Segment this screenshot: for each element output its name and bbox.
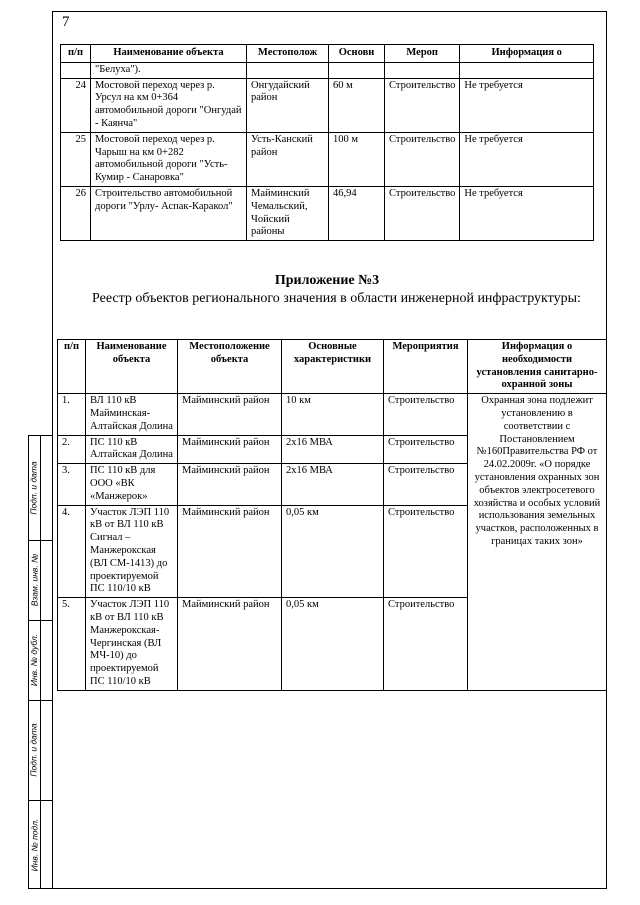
- object-main: 0,05 км: [282, 505, 384, 598]
- column-header: Наименование объекта: [91, 45, 247, 63]
- object-name: Участок ЛЭП 110 кВ от ВЛ 110 кВ Сигнал – Манжерокская (ВЛ СМ-1413) до проектируемой ПС 110/10 кВ: [86, 505, 178, 598]
- table-row: [61, 78, 594, 132]
- infrastructure-table: [57, 339, 607, 691]
- table-header-row: [61, 45, 594, 63]
- appendix-intro: Реестр объектов регионального значения в области инженерной инфраструктуры:: [92, 291, 581, 306]
- object-location: Майминский район: [178, 598, 282, 691]
- protection-zone-info: Охранная зона подлежит установлению в соответствии с Постановлением №160Правительства РФ от 24.02.2009г. «О порядке установления охранных зон объектов электросетевого хозяйства и особых условий использования земельных участков, расположенных в границах таких зон»: [468, 394, 607, 691]
- object-measure: Строительство: [384, 394, 468, 435]
- object-measure: Строительство: [385, 78, 460, 132]
- sidebar-label: Инв. № подл.: [29, 818, 39, 871]
- row-number: 24: [61, 78, 91, 132]
- object-measure: Строительство: [384, 505, 468, 598]
- column-header: Информация о необходимости установления санитарно-охранной зоны: [468, 340, 607, 394]
- table-row: [61, 132, 594, 186]
- row-number: 1.: [58, 394, 86, 435]
- column-header: Основные характеристики: [282, 340, 384, 394]
- object-name: Строительство автомобильной дороги "Урлу- Аспак-Каракол": [91, 186, 247, 240]
- object-name: Мостовой переход через р. Чарыш на км 0+282 автомобильной дороги "Усть-Кумир - Санаровка": [91, 132, 247, 186]
- column-header: Информация о: [460, 45, 594, 63]
- object-measure: Строительство: [384, 598, 468, 691]
- table-row: [61, 186, 594, 240]
- column-header: Местоположение объекта: [178, 340, 282, 394]
- object-main: 2х16 МВА: [282, 435, 384, 464]
- object-main: 2х16 МВА: [282, 464, 384, 505]
- column-header: п/п: [61, 45, 91, 63]
- row-number: 4.: [58, 505, 86, 598]
- object-measure: Строительство: [385, 132, 460, 186]
- object-measure: Строительство: [384, 464, 468, 505]
- row-number: 3.: [58, 464, 86, 505]
- column-header: Основн: [329, 45, 385, 63]
- object-name: ВЛ 110 кВ Майминская-Алтайская Долина: [86, 394, 178, 435]
- sidebar-label: Инв. № дубл.: [29, 633, 39, 687]
- sidebar-label: Подп. и дата: [29, 723, 39, 777]
- object-location: Онгудайский район: [247, 78, 329, 132]
- appendix-title: Приложение №3: [274, 273, 380, 288]
- continuation-text: "Белуха").: [91, 62, 247, 78]
- object-name: ПС 110 кВ Алтайская Долина: [86, 435, 178, 464]
- column-header: п/п: [58, 340, 86, 394]
- object-name: Участок ЛЭП 110 кВ от ВЛ 110 кВ Манжерокская-Чергинская (ВЛ МЧ-10) до проектируемой ПС 110/10 кВ: [86, 598, 178, 691]
- sidebar-label: Взам. инв. №: [29, 553, 40, 607]
- object-name: ПС 110 кВ для ООО «ВК «Манжерок»: [86, 464, 178, 505]
- column-header: Мероприятия: [384, 340, 468, 394]
- column-header: Мероп: [385, 45, 460, 63]
- object-main: 46,94: [329, 186, 385, 240]
- sidebar-label: Подп. и дата: [29, 460, 39, 515]
- page-number: 7: [62, 14, 70, 30]
- object-location: Майминский Чемальский, Чойский районы: [247, 186, 329, 240]
- object-main: 60 м: [329, 78, 385, 132]
- table-header-row: [58, 340, 607, 394]
- object-location: Майминский район: [178, 464, 282, 505]
- object-location: Усть-Канский район: [247, 132, 329, 186]
- roads-table: [60, 44, 594, 241]
- object-measure: Строительство: [384, 435, 468, 464]
- row-number: 25: [61, 132, 91, 186]
- table-row: [58, 394, 607, 435]
- object-location: Майминский район: [178, 435, 282, 464]
- column-header: Наименование объекта: [86, 340, 178, 394]
- object-main: 10 км: [282, 394, 384, 435]
- object-name: Мостовой переход через р. Урсул на км 0+364 автомобильной дороги "Онгудай - Каянча": [91, 78, 247, 132]
- column-header: Местополож: [247, 45, 329, 63]
- object-info: Не требуется: [460, 186, 594, 240]
- row-number: 2.: [58, 435, 86, 464]
- object-main: 100 м: [329, 132, 385, 186]
- object-main: 0,05 км: [282, 598, 384, 691]
- object-location: Майминский район: [178, 505, 282, 598]
- row-number: 26: [61, 186, 91, 240]
- object-measure: Строительство: [385, 186, 460, 240]
- row-number: 5.: [58, 598, 86, 691]
- table-row: [61, 62, 594, 78]
- object-info: Не требуется: [460, 78, 594, 132]
- object-location: Майминский район: [178, 394, 282, 435]
- sidebar-divider: [40, 435, 53, 889]
- object-info: Не требуется: [460, 132, 594, 186]
